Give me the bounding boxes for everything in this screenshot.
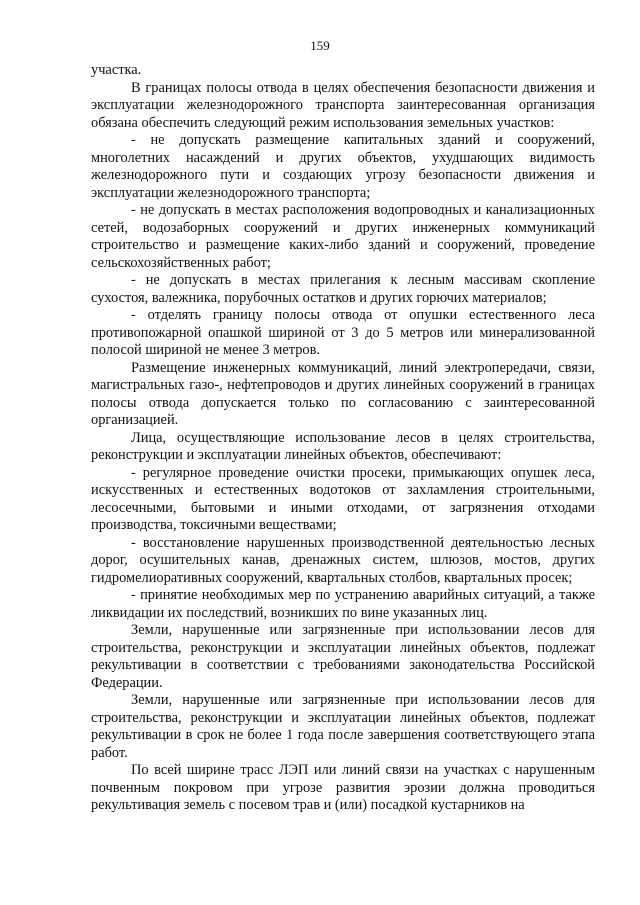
list-item: - не допускать в местах прилегания к лесным массивам скопление сухостоя, валежника, порубочных остатков и других горючих материалов; — [91, 272, 595, 306]
paragraph: Земли, нарушенные или загрязненные при использовании лесов для строительства, реконструкции и эксплуатации линейных объектов, подлежат рекультивации в соответствии с требованиями законодательства Российской Федерации. — [91, 622, 595, 691]
list-item: - отделять границу полосы отвода от опушки естественного леса противопожарной опашкой шириной от 3 до 5 метров или минерализованной полосой шириной не менее 3 метров. — [91, 307, 595, 358]
list-item: - принятие необходимых мер по устранению аварийных ситуаций, а также ликвидации их последствий, возникших по вине указанных лиц. — [91, 587, 595, 621]
page-number: 159 — [310, 38, 330, 53]
paragraph: Лица, осуществляющие использование лесов в целях строительства, реконструкции и эксплуатации линейных объектов, обеспечивают: — [91, 429, 595, 463]
list-item: - не допускать в местах расположения водопроводных и канализационных сетей, водозаборных сооружений и других инженерных коммуникаций строительство и размещение каких-либо зданий и сооружений, проведение сельскохозяйственных работ; — [91, 202, 595, 271]
paragraph: По всей ширине трасс ЛЭП или линий связи на участках с нарушенным почвенным покровом при угрозе развития эрозии должна проводиться рекультивация земель с посевом трав и (или) посадкой кустарников на — [91, 762, 595, 813]
paragraph: участка. — [91, 62, 142, 78]
paragraph: Земли, нарушенные или загрязненные при использовании лесов для строительства, реконструкции и эксплуатации линейных объектов, подлежат рекультивации в срок не более 1 года после завершения соответствующего этапа работ. — [91, 692, 595, 761]
document-body — [91, 62, 595, 815]
list-item: - восстановление нарушенных производственной деятельностью лесных дорог, осушительных канав, дренажных систем, шлюзов, мостов, других гидромелиоративных сооружений, квартальных столбов, квартальных просек; — [91, 534, 595, 586]
list-item: - регулярное проведение очистки просеки, примыкающих опушек леса, искусственных и естественных водотоков от захламления строительными, лесосечными, бытовыми и иными отходами, от загрязнения отходами производства, токсичными веществами; — [91, 464, 595, 533]
paragraph: В границах полосы отвода в целях обеспечения безопасности движения и эксплуатации железнодорожного транспорта заинтересованная организация обязана обеспечить следующий режим использования земельных участков: — [91, 79, 595, 131]
list-item: - не допускать размещение капитальных зданий и сооружений, многолетних насаждений и других объектов, ухудшающих видимость железнодорожного пути и создающих угрозу безопасности движения и эксплуатации железнодорожного транспорта; — [91, 132, 595, 201]
paragraph: Размещение инженерных коммуникаций, линий электропередачи, связи, магистральных газо-, нефтепроводов и других линейных сооружений в границах полосы отвода допускается только по согласованию с заинтересованной организацией. — [91, 359, 595, 428]
